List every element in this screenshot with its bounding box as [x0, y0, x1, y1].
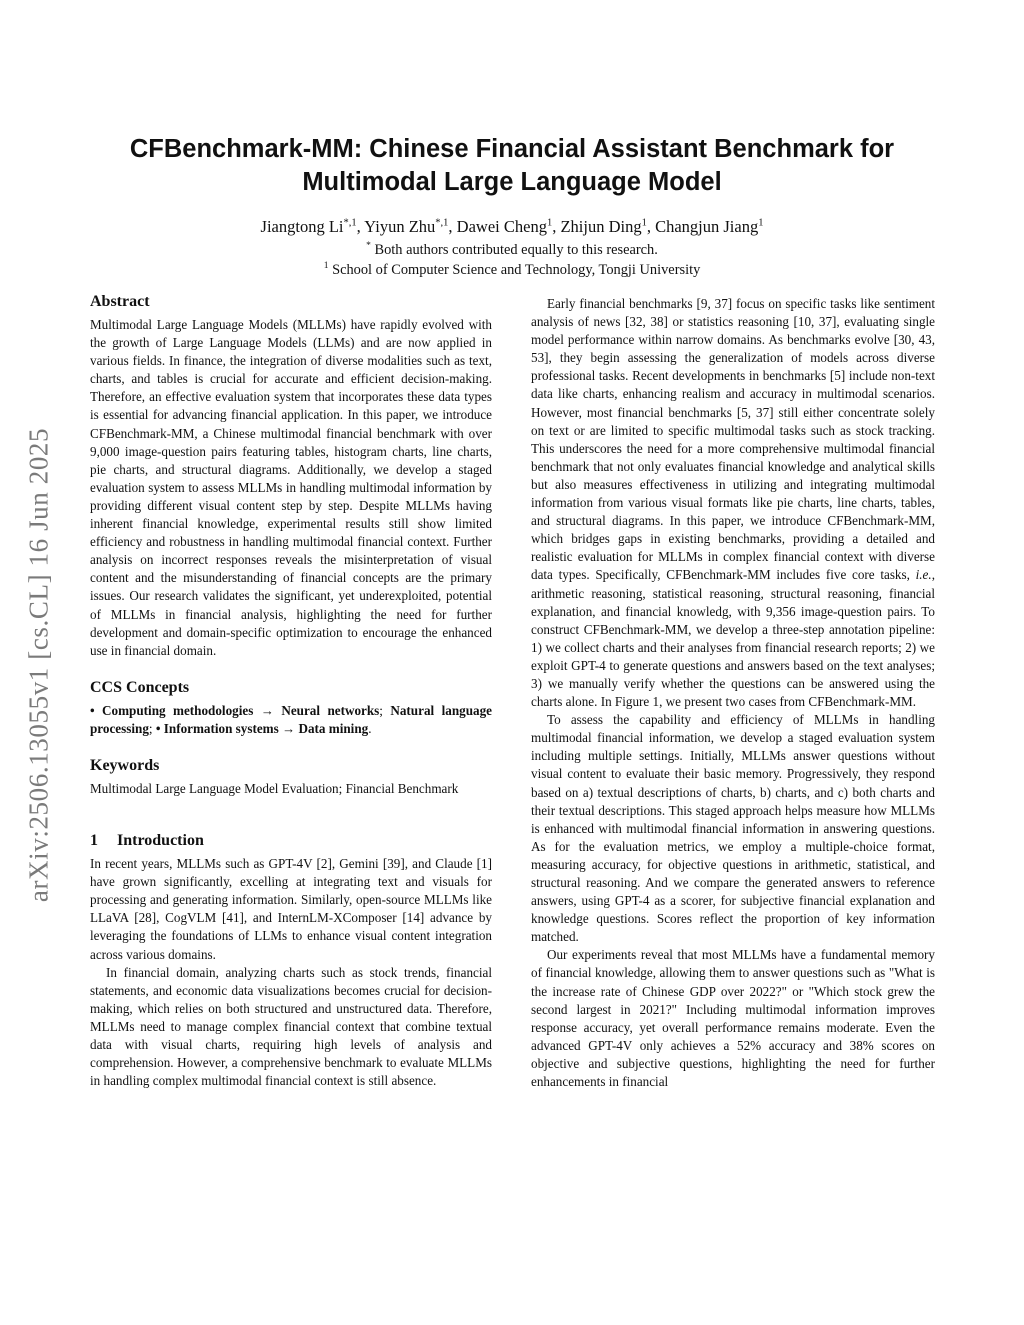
ccs-concept: Neural networks [281, 702, 380, 718]
ccs-concept: Data mining [298, 720, 369, 736]
left-column [90, 292, 492, 1090]
paragraph-text: Early financial benchmarks [9, 37] focus on specific tasks like sentiment analysis of news [32, 38] or statistics reasoning [10, 37], evaluating single model performance within narrow domains. As benchmarks evolve [30, 43, 53], they begin assessing the generalization of models across diverse professional tasks. Recent developments in benchmarks [5] include non-text data like charts, enhancing realism and accuracy in multimodal scenarios. However, most financial benchmarks [5, 37] still either concentrate solely on text or are limited to specific multimodal tasks such as stock tracking. This underscores the need for a more comprehensive multimodal financial benchmark that not only evaluates financial knowledge and analytical skills but also measures effectiveness in utilizing and integrating multimodal information from various visual formats like pie charts, line charts, tables, and structural diagrams. In this paper, we introduce CFBenchmark-MM, which bridges gaps in existing benchmarks, providing a detailed and realistic evaluation for MLLMs in complex financial context with diverse data types. Specifically, CFBenchmark-MM includes five core tasks, [531, 296, 935, 583]
intro-paragraph-5: Our experiments reveal that most MLLMs have a fundamental memory of financial knowledge, allowing them to answer questions such as "What is the increase rate of Chinese GDP over 2022?" or "Which stock grew the second largest in 2021?" Including multimodal information improves response accuracy, yet overall performance remains moderate. Even the advanced GPT-4V only achieves a 52% accuracy and 38% scores on objective and subjective questions, highlighting the need for further enhancements in financial [531, 947, 935, 1090]
ccs-concept: Computing methodologies [102, 702, 254, 718]
paper-title: CFBenchmark-MM: Chinese Financial Assistant Benchmark for Multimodal Large Language Model [129, 135, 895, 196]
keywords-heading: Keywords [90, 756, 160, 774]
ccs-heading: CCS Concepts [90, 678, 190, 696]
paragraph-text: , arithmetic reasoning, statistical reasoning, structural reasoning, financial explanation, and financial knowledg, with 9,356 image-question pairs. To construct CFBenchmark-MM, we develop a three-step annotation pipeline: 1) we collect charts and their analyses from financial research reports; 2) we exploit GPT-4 to generate questions and answers based on the text analyses; 3) we manually verify whether the questions can be answered using the charts alone. In Figure 1, we present two cases from CFBenchmark-MM. [531, 567, 935, 710]
author-name: Yiyun Zhu [364, 217, 436, 236]
author-name: Dawei Cheng [456, 217, 547, 236]
note-mark: * [366, 241, 371, 252]
author-affiliation-mark: *,1 [343, 217, 357, 229]
author-affiliation-mark: *,1 [435, 217, 449, 229]
author-list: Jiangtong $Li^{*,1}$, Yiyun Zhu$^{*,1}$, Dawei Cheng$^1$, Zhijun Ding$^1$, Changjun Jiang$^1$ [260, 217, 764, 236]
abstract-heading: Abstract [90, 293, 150, 310]
equal-contribution-note [80, 241, 944, 259]
ccs-bullet: • [90, 702, 95, 718]
ccs-concept: Information systems [163, 720, 279, 736]
author-name: Zhijun Ding [560, 217, 642, 236]
affiliation-text: School of Computer Science and Technology, Tongji University [332, 262, 701, 278]
right-column [531, 295, 935, 1091]
ccs-concepts [90, 702, 492, 738]
ccs-arrow: → [260, 702, 274, 718]
ccs-separator: ; [148, 720, 153, 736]
intro-paragraph-4: To assess the capability and efficiency of MLLMs in handling multimodal financial information, we develop a staged evaluation system including multiple settings. Initially, MLLMs answer questions without visual content to evaluate their basic memory. Progressively, they respond based on a) textual descriptions of charts, b) charts, and c) both charts and their textual descriptions. This staged approach helps measure how MLLMs is enhanced with multimodal financial information in answering questions. As for the evaluation metrics, we employ a multiple-choice format, measuring accuracy, for objective questions in arithmetic, statistical, and structural reasoning. And we compare the generated answers to reference answers, using GPT-4 as a scorer, for subjective financial explanation and knowledge questions. Scores reflect the proportion of key information matched. [531, 712, 935, 945]
ccs-separator: ; [379, 702, 383, 718]
arxiv-identifier-stamp [17, 370, 61, 960]
author-name: Changjun Jiang [655, 217, 759, 236]
introduction-heading [90, 831, 492, 851]
ccs-arrow: → [282, 720, 296, 736]
author-affiliation-mark: 1 [758, 217, 764, 229]
arxiv-identifier-text: arXiv:2506.13055v1 [cs.CL] 16 Jun 2025 [23, 427, 54, 903]
keywords-text: Multimodal Large Language Model Evaluation; Financial Benchmark [90, 780, 459, 796]
abstract-text: Multimodal Large Language Models (MLLMs) have rapidly evolved with the growth of Large Language Models (LLMs) and are now applied in various fields. In finance, the integration of diverse modalities such as text, charts, and tables is crucial for accurate and efficient decision-making. Therefore, an effective evaluation system that incorporates these data types is essential for advancing financial application. In this paper, we introduce CFBenchmark-MM, a Chinese multimodal financial benchmark with over 9,000 image-question pairs featuring tables, histogram charts, line charts, pie charts, and structural diagrams. Additionally, we develop a staged evaluation system to assess MLLMs in handling multimodal information by providing different visual content step by step. Despite MLLMs having inherent financial knowledge, experimental results still show limited efficiency and robustness in handling multimodal financial context. Further analysis on incorrect responses reveals the misinterpretation of visual content and the misunderstanding of financial concepts are the primary issues. Our research validates the significant, yet underexploited, potential of MLLMs in financial analysis, highlighting the need for further development and domain-specific optimization to encourage the enhanced use in financial domain. [90, 317, 492, 658]
intro-paragraph-1: In recent years, MLLMs such as GPT-4V [2], Gemini [39], and Claude [1] have grown significantly, excelling at integrating text and visuals for processing and generating information. Similarly, open-source MLLMs like LLaVA [28], CogVLM [41], and InternLM-XComposer [14] advance by leveraging the foundations of LLMs to enhance visual content integration across various domains. [90, 856, 492, 962]
note-text: Both authors contributed equally to this research. [374, 242, 658, 258]
author-affiliation-mark: 1 [546, 217, 553, 229]
intro-paragraph-3 [531, 295, 935, 711]
affiliation-mark: 1 [323, 261, 329, 272]
intro-paragraph-2: In financial domain, analyzing charts such as stock trends, financial statements, and economic data visualizations becomes crucial for decision-making, which relies on both structured and unstructured data. Therefore, MLLMs need to manage complex financial context that combine textual data with visual charts, requiring high levels of analysis and comprehension. However, a comprehensive benchmark to evaluate MLLMs in handling complex multimodal financial context is still absence. [90, 964, 492, 1089]
author-affiliation-mark: 1 [641, 217, 647, 229]
author-name: Jiangtong Li [260, 217, 344, 236]
ccs-bullet: • [155, 720, 161, 736]
affiliation [80, 261, 944, 279]
section-number: 1 [90, 832, 98, 850]
section-title: Introduction [117, 832, 204, 850]
italic-text: i.e. [915, 567, 932, 583]
ccs-concept: Natural language processing [90, 702, 492, 736]
ccs-period: . [368, 720, 372, 736]
